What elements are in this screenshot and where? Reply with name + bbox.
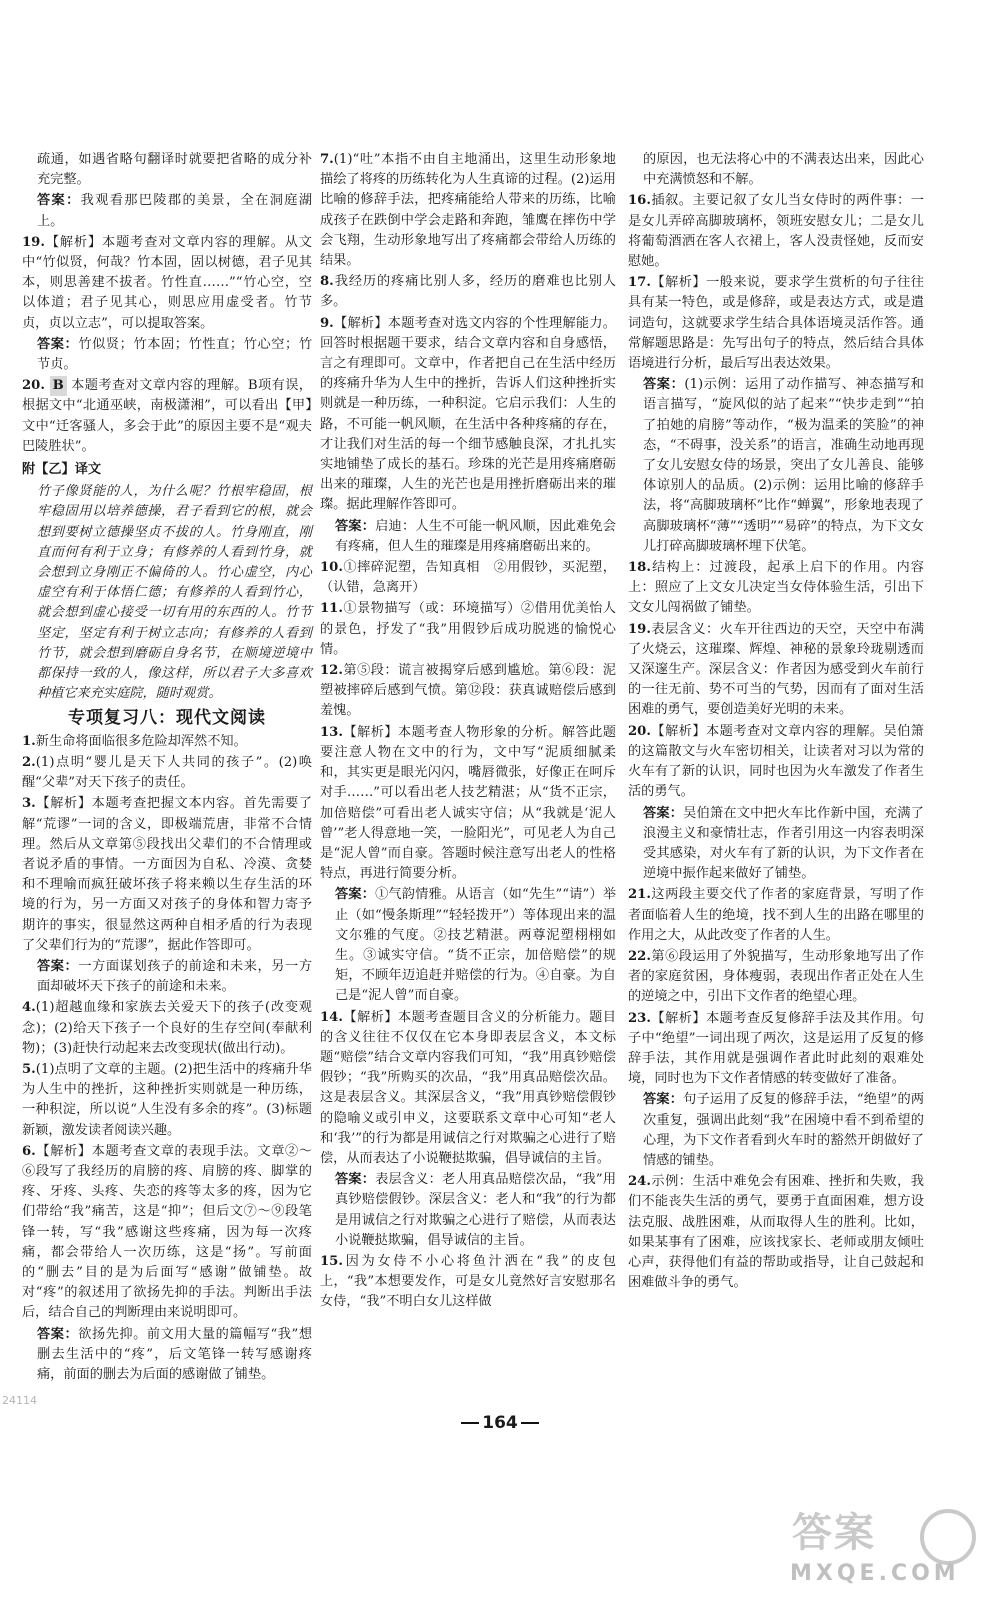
question-2 [22, 753, 312, 793]
question-text: 【解析】本题考查题目含义的分析能力。题目的含义往往不仅仅在它本身即表层含义，本文标题“赔偿”结合文章内容我们可知，“我”用真钞赔偿假钞；“我”所购买的次品，“我”用真品赔偿次品。这是表层含义。其深层含义，“我”用真钞赔偿假钞的隐喻义或引申义，这要联系文章中心可知“老人和‘我’”的行为都是用诚信之行对欺骗之心进行了赔偿，从而表达了小说鞭挞欺骗，倡导诚信的主旨。 [320, 1009, 616, 1166]
question-text: 第⑤段：谎言被揭穿后感到尴尬。第⑥段：泥塑被摔碎后感到气愤。第⑫段：获真诚赔偿后感到羞愧。 [320, 663, 616, 719]
page-number [0, 1413, 1000, 1433]
question-1 [22, 732, 312, 752]
column-left [22, 150, 312, 1386]
answer-label: 答案： [643, 805, 684, 821]
question-text: ①摔碎泥塑，告知真相 ②用假钞，买泥塑，（认错，急离开） [320, 560, 616, 596]
answer-text: 竹似贤；竹本固；竹性直；竹心空；竹节贞。 [37, 336, 313, 373]
question-number: 19. [22, 234, 45, 250]
question-number: 2. [22, 754, 36, 770]
question-text: 【解析】本题考查文章的表现手法。文章②～⑥段写了我经历的肩膀的疼、肩膀的疼、脚掌的疼、牙疼、头疼、失恋的疼等太多的疼，因为它们带给“我”痛苦，这是“抑”；但后文⑦～⑨段笔锋一转，写“我”感谢这些疼痛，因为每一次疼痛，都会带给人一次历练，这是“扬”。写前面的“删去”目的是为后面写“感谢”做铺垫。故对“疼”的叙述用了欲扬先抑的手法。判断出手法后，结合自己的判断理由来说明即可。 [22, 1143, 312, 1321]
question-number: 9. [320, 315, 334, 331]
page-number-text: 164 [482, 1413, 518, 1433]
question-12 [320, 661, 616, 722]
answer-line [22, 335, 312, 375]
question-21 [628, 885, 924, 946]
question-15 [320, 1252, 616, 1313]
question-text: 示例：生活中难免会有困难、挫折和失败，我们不能丧失生活的勇气，要勇于直面困难，想方设法克服、战胜困难，从而取得人生的胜利。比如，如果某事有了困难，应该找家长、老师或朋友倾吐心声，获得他们有益的帮助或指导，让自己鼓起和困难做斗争的勇气。 [628, 1174, 924, 1291]
answer-line [22, 957, 312, 997]
answer-text: 句子运用了反复的修辞手法，“绝望”的两次重复，强调出此刻“我”在困境中看不到希望的心理，为下文作者看到火车时的豁然开朗做好了情感的铺垫。 [643, 1092, 925, 1168]
watermark-logo: 答案 [792, 1510, 876, 1556]
answer-label: 答案： [335, 887, 376, 903]
question-14 [320, 1008, 616, 1170]
question-text: 【解析】本题考查反复修辞手法及其作用。句子中“绝望”一词出现了两次，这是运用了反复的修辞手法，其作用就是强调作者此时此刻的艰难处境，同时也为下文作者情感的转变做好了准备。 [628, 1010, 924, 1087]
question-number: 24. [628, 1174, 651, 1190]
answer-label: 答案： [37, 193, 81, 209]
question-19 [22, 233, 312, 334]
section-title: 专项复习八：现代文阅读 [68, 708, 266, 729]
question-4 [22, 998, 312, 1059]
question-number: 4. [22, 1000, 36, 1016]
answer-text: 表层含义：老人用真品赔偿次品，“我”用真钞赔偿假钞。深层含义：老人和“我”的行为都是用诚信之行对欺骗之心进行了赔偿，从而表达小说鞭挞欺骗，倡导诚信的主旨。 [335, 1172, 617, 1248]
answer-line [320, 885, 616, 1006]
question-number: 8. [320, 274, 334, 290]
question-number: 20. [22, 378, 45, 394]
question-number: 13. [320, 724, 343, 740]
question-number: 18. [628, 560, 651, 576]
margin-mark: 24114 [2, 1394, 37, 1407]
translation-text: 竹子像贤能的人，为什么呢？竹根牢稳固，根牢稳固用以培养德操，君子看到它的根，就会想到要树立德操坚贞不拔的人。竹身刚直，刚直而何有利于立身；有修养的人看到竹身，就会想到立身刚正不偏倚的人。竹心虚空，内心虚空有利于体悟仁德；有修养的人看到竹心，就会想到虚心接受一切有用的东西的人。竹节坚定，坚定有利于树立志向；有修养的人看到竹节，就会想到磨砺自身名节，在顺境逆境中都保持一致的人，像这样，所以君子大多喜欢种植它来充实庭院，随时观赏。 [37, 484, 312, 702]
answer-line [628, 1090, 924, 1171]
question-number: 10. [320, 560, 343, 576]
answer-label: 答案： [37, 1326, 79, 1342]
question-number: 15. [320, 1253, 343, 1269]
question-text: 【解析】本题考查把握文本内容。首先需要了解“荒谬”一词的含义，即极端荒唐，非常不合情理。然后从文章第⑤段找出父辈们的不合情理或者说矛盾的事情。一方面因为自私、冷漠、贪婪和不理喻而疯狂破坏孩子将来赖以生存生活的环境的行为，另一方面又对孩子的身体和智力寄予期许的事实，很显然这两种自相矛盾的行为表现了父辈们行为的“荒谬”，据此作答即可。 [22, 796, 312, 953]
question-text: 这两段主要交代了作者的家庭背景，写明了作者面临着人生的绝境，找不到人生的出路在哪里的作用之大，从此改变了作者的人生。 [628, 887, 924, 943]
question-text: 新生命将面临很多危险却浑然不知。 [35, 733, 247, 749]
question-number: 16. [628, 193, 651, 209]
column-right [628, 150, 924, 1294]
question-number: 23. [628, 1010, 651, 1026]
watermark [782, 1505, 982, 1595]
question-number: 3. [22, 796, 36, 812]
question-number: 12. [320, 663, 343, 679]
answer-line [22, 1325, 312, 1386]
continued-text: 疏通，如遇省略句翻译时就要把省略的成分补充完整。 [37, 152, 312, 188]
question-23 [628, 1009, 924, 1090]
question-text: 因为女侍不小心将鱼汁洒在“我”的皮包上，“我”本想要发作，可是女儿竟然好言安慰那名女侍，“我”不明白女儿这样做 [320, 1253, 616, 1310]
question-text: (1)“吐”本指不由自主地涌出，这里生动形象地描绘了将疼的历练转化为人生真谛的过程。(2)运用比喻的修辞手法，把疼痛能给人带来的历练，比喻成孩子在跌倒中学会走路和奔跑，雏鹰在摔伤中学会飞翔，生动形象地写出了疼痛都会带给人历练的结果。 [320, 152, 616, 269]
question-number: 17. [628, 275, 651, 291]
answer-line [22, 191, 312, 231]
question-text: (1)点明“婴儿是天下人共同的孩子”。(2)唤醒“父辈”对天下孩子的责任。 [22, 754, 312, 791]
question-number: 21. [628, 887, 651, 903]
question-5 [22, 1060, 312, 1141]
answer-label: 答案： [335, 518, 376, 534]
answer-text: 一方面谋划孩子的前途和未来，另一方面却破坏天下孩子的前途和未来。 [37, 958, 313, 995]
question-text: 【解析】本题考查对选文内容的个性理解能力。回答时根据题干要求，结合文章内容和自身感悟，言之有理即可。文章中，作者把自己在生活中经历的疼痛升华为人生中的挫折，告诉人们这种挫折实则就是一种历练，一种积淀。它启示我们：人生的路，不可能一帆风顺，在生活中各种疼痛的存在，才让我们对生活的每一个细节感触良深，才扎扎实实地铺垫了成长的基石。珍珠的光芒是用疼痛磨砺出来的璀璨，人生的光芒也是用挫折磨砺出来的璀璨。据此理解作答即可。 [320, 315, 616, 513]
question-text: 【解析】本题考查人物形象的分析。解答此题要注意人物在文中的行为，文中写“泥质细腻柔和，其实更是眼光闪闪，嘴唇微张，好像正在呵斥对手……”可以看出老人技艺精湛；从“货不正宗，加倍赔偿”可看出老人诚实守信；从“我就是‘泥人曾’”老人得意地一笑，一脸阳光”，可见老人为自己是“泥人曾”而自豪。答题时候注意写出老人的性格特点，再进行简要分析。 [320, 724, 616, 882]
answer-label: 答案： [37, 336, 79, 352]
answer-label: 答案： [643, 377, 685, 393]
continued-text: 的原因，也无法将心中的不满表达出来，因此心中充满愤怒和不解。 [643, 152, 924, 188]
question-13 [320, 723, 616, 885]
question-11 [320, 599, 616, 660]
question-7 [320, 150, 616, 271]
question-text: 【解析】本题考查对文章内容的理解。吴伯箫的这篇散文与火车密切相关，让读者对习以为常的火车有了新的认识，同时也因为火车激发了作者生活的勇气。 [628, 723, 924, 800]
question-10 [320, 558, 616, 598]
question-number: 19. [628, 621, 651, 637]
question-number: 7. [320, 152, 334, 167]
question-text: 第⑥段运用了外貌描写，生动形象地写出了作者的家庭贫困，身体瘦弱，表现出作者正处在人生的逆境之中，引出下文作者的绝望心理。 [628, 948, 924, 1005]
answer-line [320, 517, 616, 557]
question-text: 插叙。主要记叙了女儿当女侍时的两件事：一是女儿弄碎高脚玻璃杯，领班安慰女儿；二是女儿将葡萄酒洒在客人衣裙上，客人没责怪她，反而安慰她。 [628, 193, 924, 270]
question-20 [22, 376, 312, 457]
question-number: 6. [22, 1143, 36, 1159]
question-text: 结构上：过渡段，起承上启下的作用。内容上：照应了上文女儿决定当女侍体验生活，引出下文女儿闯祸做了铺垫。 [628, 560, 924, 616]
question-number: 22. [628, 948, 651, 964]
question-6 [22, 1142, 312, 1324]
column-middle [320, 150, 616, 1314]
answer-label: 答案： [643, 1092, 684, 1108]
question-text: 【解析】一般来说，要求学生赏析的句子往往具有某一特色，或是修辞，或是表达方式，或是遣词造句，这就要求学生结合具体语境灵活作答。通常解题思路是：先写出句子的特点，然后结合具体语境进行分析，最后写出表达效果。 [628, 275, 924, 372]
answer-label: 答案： [335, 1172, 376, 1188]
question-22 [628, 947, 924, 1008]
question-24 [628, 1172, 924, 1293]
question-16 [628, 191, 924, 272]
question-number: 1. [22, 733, 36, 749]
question-18 [628, 558, 924, 619]
translation-title: 附【乙】译文 [22, 462, 102, 478]
question-number: 5. [22, 1061, 36, 1077]
question-number: 14. [320, 1009, 343, 1025]
question-text: (1)点明了文章的主题。(2)把生活中的疼痛升华为人生中的挫折，这种挫折实则就是一种历练，一种积淀，所以说“人生没有多余的疼”。(3)标题新颖，激发读者阅读兴趣。 [22, 1061, 312, 1138]
question-8 [320, 272, 616, 312]
watermark-circle-icon [920, 1509, 976, 1565]
answer-text: 我观看那巴陵郡的美景，全在洞庭湖上。 [37, 193, 313, 229]
question-9 [320, 314, 616, 516]
question-20 [628, 722, 924, 803]
answer-line [628, 375, 924, 557]
question-3 [22, 794, 312, 956]
question-text: 本题考查对文章内容的理解。B项有误，根据文中“北通巫峡，南极潇湘”，可以看出【甲】文中“迁客骚人，多会于此”的原因主要不是“观夫巴陵胜状”。 [22, 378, 312, 454]
question-19 [628, 620, 924, 721]
question-text: 表层含义：火车开往西边的天空，天空中布满了火烧云，这璀璨、辉煌、神秘的景象玲珑剔透而又深邃生产。深层含义：作者因为感受到火车前行的一往无前、势不可当的气势，因而有了面对生活困难的勇气，要创造美好光明的未来。 [628, 621, 924, 718]
page-number-rule-right [521, 1422, 539, 1424]
answer-text: 吴伯箫在文中把火车比作新中国，充满了浪漫主义和豪情壮志，作者引用这一内容表明深受其感染，对火车有了新的认识，为下文作者在逆境中振作起来做好了铺垫。 [643, 805, 924, 882]
answer-text: ①气韵情雅。从语言（如“先生”“请”）举止（如“慢条斯理”“轻轻拨开”）等体现出来的温文尔雅的气度。②技艺精湛。两尊泥塑栩栩如生。③诚实守信。“货不正宗，加倍赔偿”的规矩，不顾年迈追赶并赔偿的行为。④自豪。为自己是“泥人曾”而自豪。 [335, 887, 617, 1004]
answer-badge: B [50, 376, 67, 396]
question-text: 我经历的疼痛比别人多，经历的磨难也比别人多。 [320, 274, 616, 310]
answer-line [320, 1170, 616, 1251]
answer-text: (1)示例：运用了动作描写、神态描写和语言描写，“旋风似的站了起来”“快步走到”“拍了拍她的肩膀”等动作，“极为温柔的笑脸”的神态，“不碍事，没关系”的语言，准确生动地再现了女儿安慰女侍的场景，突出了女儿善良、能够体谅别人的品质。(2)示例：运用比喻的修辞手法，将“高脚玻璃杯”比作“蝉翼”，形象地表现了高脚玻璃杯“薄”“透明”“易碎”的特点，为下文女儿打碎高脚玻璃杯埋下伏笔。 [643, 377, 924, 554]
page-number-rule-left [461, 1422, 479, 1424]
watermark-site: MXQE.COM [790, 1561, 960, 1586]
answer-text: 启迪：人生不可能一帆风顺，因此难免会有疼痛，但人生的璀璨是用疼痛磨砺出来的。 [335, 518, 616, 554]
answer-text: 欲扬先抑。前文用大量的篇幅写“我”想删去生活中的“疼”，后文笔锋一转写感谢疼痛，前面的删去为后面的感谢做了铺垫。 [37, 1326, 313, 1382]
answer-line [628, 804, 924, 885]
question-number: 11. [320, 601, 343, 617]
question-text: ①景物描写（或：环境描写）②借用优美怡人的景色，抒发了“我”用假钞后成功脱逃的愉悦心情。 [320, 601, 616, 657]
question-text: (1)超越血缘和家族去关爱天下的孩子(改变观念)；(2)给天下孩子一个良好的生存空间(奉献利物)；(3)赶快行动起来去改变现状(做出行动)。 [22, 1000, 312, 1056]
question-text: 【解析】本题考查对文章内容的理解。从文中“竹似贤，何哉？竹本固，固以树德，君子见其本，则思善建不拔者。竹性直……”“竹心空，空以体道；君子见其心，则思应用虚受者。竹节贞，贞以立志”，可以提取答案。 [22, 234, 312, 331]
question-number: 20. [628, 723, 651, 739]
question-17 [628, 273, 924, 374]
answer-label: 答案： [37, 958, 79, 974]
